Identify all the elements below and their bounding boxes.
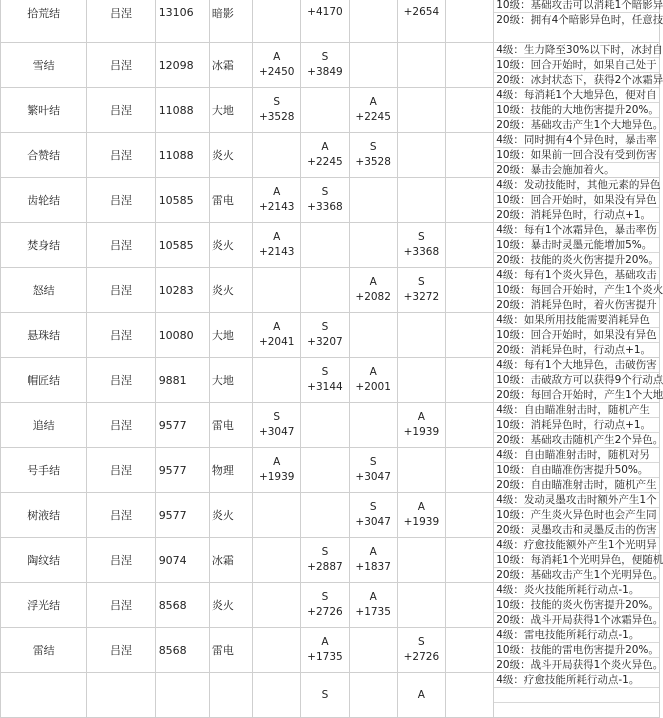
owner-name: 吕涅: [87, 493, 155, 538]
stat-value: S +3047: [258, 411, 295, 438]
stat-cell: [349, 313, 397, 358]
knot-name: 帽匠结: [1, 358, 87, 403]
owner-name: 吕涅: [87, 583, 155, 628]
effect-line: 20级：战斗开局获得1个炎火异色。: [496, 659, 663, 671]
effect-line: 4级：疗愈技能额外产生1个光明异: [494, 538, 659, 553]
element-type: 炎火: [209, 133, 252, 178]
stat-value: S +2887: [307, 546, 343, 573]
owner-name: 吕涅: [87, 313, 155, 358]
table-row: [1, 358, 660, 403]
stat-cell: [397, 448, 445, 493]
effects-cell: [494, 178, 660, 223]
stat-cell: [397, 493, 445, 538]
stat-cell: [397, 358, 445, 403]
stat-value: A +2245: [307, 141, 343, 168]
table-row: [1, 133, 660, 178]
effect-line: 20级：基础攻击产生1个大地异色。: [496, 119, 663, 131]
stat-cell: [253, 43, 301, 88]
stat-cell: [445, 133, 493, 178]
stat-value: A +2143: [258, 186, 295, 213]
stat-cell: [397, 178, 445, 223]
table-row: [1, 448, 660, 493]
table-row: [1, 0, 660, 43]
effect-line: 4级：生力降至30%以下时，冰封自: [496, 44, 663, 56]
effects-cell: [494, 358, 663, 403]
stat-cell: [253, 673, 301, 718]
stat-cell: [349, 403, 397, 448]
effect-line: 4级：每有1个炎火异色，基础攻击: [494, 268, 659, 283]
effect-line: 10级：击破敌方可以获得9个行动点: [496, 374, 663, 386]
stat-cell: [445, 223, 493, 268]
score-value: 9577: [155, 493, 209, 538]
knot-name: 悬珠结: [1, 313, 87, 358]
effect-line: 4级：自由瞄准射击时，随机产生: [494, 403, 659, 418]
stat-cell: [349, 223, 397, 268]
stat-cell: [253, 358, 301, 403]
stat-cell: [397, 313, 445, 358]
owner-name: 吕涅: [87, 133, 155, 178]
stat-value: A +2450: [258, 51, 295, 78]
effect-line: 20级：消耗异色时，着火伤害提升: [496, 299, 657, 311]
score-value: 12098: [155, 43, 209, 88]
effect-line: 20级：自由瞄准射击时，随机产生: [496, 479, 657, 491]
stat-cell: [397, 403, 445, 448]
stat-cell: [253, 448, 301, 493]
stat-cell: [397, 43, 445, 88]
knot-name: 浮光结: [1, 583, 87, 628]
table-row: [1, 628, 660, 673]
owner-name: 吕涅: [87, 628, 155, 673]
owner-name: 吕涅: [87, 43, 155, 88]
effect-line: 20级：技能的炎火伤害提升20%。: [496, 254, 659, 266]
stat-cell: [445, 403, 493, 448]
stat-cell: [445, 628, 493, 673]
stat-value: S +3368: [403, 231, 440, 258]
effect-line: 20级：拥有4个暗影异色时，任意技: [496, 14, 663, 26]
stat-cell: [301, 583, 349, 628]
knot-name: 合赞结: [1, 133, 87, 178]
stat-cell: [349, 0, 397, 43]
effect-line: [494, 688, 659, 703]
score-value: 11088: [155, 133, 209, 178]
score-value: 10283: [155, 268, 209, 313]
stat-cell: [397, 673, 445, 718]
effect-line: 20级：消耗异色时，行动点+1。: [496, 344, 652, 356]
knot-name: 陶纹结: [1, 538, 87, 583]
stat-cell: [301, 178, 349, 223]
stat-cell: [397, 88, 445, 133]
element-type: 炎火: [209, 583, 252, 628]
stat-value: +2654: [403, 6, 440, 18]
knot-name: 怒结: [1, 268, 87, 313]
stat-cell: [397, 628, 445, 673]
stat-value: S: [321, 688, 329, 701]
stat-cell: [349, 178, 397, 223]
element-type: 暗影: [209, 0, 252, 43]
effect-line: 10级：暴击时灵墨元能增加5%。: [494, 238, 659, 253]
element-type: 大地: [209, 88, 252, 133]
stat-cell: [253, 313, 301, 358]
stat-cell: [301, 493, 349, 538]
score-value: 10080: [155, 313, 209, 358]
stat-cell: [301, 133, 349, 178]
score-value: 9577: [155, 448, 209, 493]
stat-cell: [445, 583, 493, 628]
table-row: [1, 268, 660, 313]
table-row: [1, 583, 660, 628]
stat-cell: [301, 88, 349, 133]
stat-value: S +3528: [258, 96, 295, 123]
knot-name: [1, 673, 87, 718]
knot-name: 雪结: [1, 43, 87, 88]
stat-value: +4170: [307, 6, 343, 18]
table-row: [1, 313, 660, 358]
effects-cell: [494, 403, 663, 448]
effect-line: 20级：灵墨攻击和灵墨反击的伤害: [496, 524, 657, 536]
element-type: 雷电: [209, 403, 252, 448]
knot-name: 追结: [1, 403, 87, 448]
knot-name: 繁叶结: [1, 88, 87, 133]
score-value: 10585: [155, 223, 209, 268]
effect-line: 4级：每有1个冰霜异色，暴击率伤: [494, 223, 659, 238]
stat-cell: [301, 223, 349, 268]
effect-line: 20级：每回合开始时，产生1个大地: [496, 389, 663, 401]
stat-cell: [253, 628, 301, 673]
effect-line: 4级：如果所用技能需要消耗异色: [494, 313, 659, 328]
table-row: [1, 88, 660, 133]
owner-name: 吕涅: [87, 0, 155, 43]
table-row: [1, 538, 660, 583]
stat-cell: [445, 358, 493, 403]
knot-name: 树液结: [1, 493, 87, 538]
stat-value: A +2041: [258, 321, 295, 348]
effect-line: 10级：回合开始时，如果没有异色: [494, 193, 659, 208]
table-row: [1, 493, 660, 538]
stat-value: S +3047: [355, 456, 391, 483]
stat-value: A +1939: [403, 501, 440, 528]
element-type: 物理: [209, 448, 252, 493]
score-value: [155, 673, 209, 718]
stat-value: A +1735: [355, 591, 391, 618]
stat-cell: [301, 403, 349, 448]
element-type: 炎火: [209, 268, 252, 313]
knot-name: 号手结: [1, 448, 87, 493]
effects-cell: [494, 538, 663, 583]
effects-cell: [494, 88, 663, 133]
effects-cell: [494, 673, 660, 718]
effect-line: 4级：每有1个大地异色，击破伤害: [494, 358, 659, 373]
stat-cell: [349, 43, 397, 88]
stat-cell: [445, 493, 493, 538]
effect-line: 10级：基础攻击可以消耗1个暗影异: [496, 0, 663, 11]
stat-cell: [349, 133, 397, 178]
stat-cell: [253, 223, 301, 268]
stat-value: A +1939: [403, 411, 440, 438]
stat-value: A +2143: [258, 231, 295, 258]
effect-line: 10级：产生炎火异色时也会产生同: [494, 508, 659, 523]
knot-name: 雷结: [1, 628, 87, 673]
stat-cell: [397, 0, 445, 43]
effect-line: 20级：暴击会施加着火。: [496, 164, 615, 176]
stat-value: S +3144: [307, 366, 343, 393]
stat-cell: [397, 268, 445, 313]
effect-line: 10级：回合开始时，如果没有异色: [494, 328, 659, 343]
stat-cell: [445, 448, 493, 493]
knot-name: 焚身结: [1, 223, 87, 268]
stat-cell: [253, 0, 301, 43]
stat-value: S +3272: [403, 276, 440, 303]
effect-line: 4级：雷电技能所耗行动点-1。: [494, 628, 659, 643]
element-type: 冰霜: [209, 43, 252, 88]
effect-line: 4级：同时拥有4个异色时，暴击率: [494, 133, 659, 148]
effect-line: 4级：发动技能时，其他元素的异色: [496, 179, 661, 191]
effects-cell: [494, 583, 663, 628]
owner-name: [87, 673, 155, 718]
stat-cell: [301, 0, 349, 43]
effects-cell: [494, 133, 660, 178]
table-row: [1, 223, 660, 268]
score-value: 11088: [155, 88, 209, 133]
stat-value: S +3207: [307, 321, 343, 348]
stat-value: A +2001: [355, 366, 391, 393]
stat-cell: [349, 673, 397, 718]
stat-cell: [349, 88, 397, 133]
stat-cell: [445, 538, 493, 583]
effect-line: 20级：基础攻击随机产生2个异色。: [496, 434, 663, 446]
score-value: 9074: [155, 538, 209, 583]
element-type: 冰霜: [209, 538, 252, 583]
stat-value: A: [417, 688, 425, 701]
stat-cell: [397, 583, 445, 628]
effects-cell: [494, 43, 663, 88]
stat-cell: [253, 403, 301, 448]
stat-value: S +3368: [307, 186, 343, 213]
stat-cell: [301, 43, 349, 88]
effects-cell: [494, 223, 660, 268]
stat-cell: [253, 538, 301, 583]
stat-cell: [445, 673, 493, 718]
effect-line: 4级：每消耗1个大地异色，便对自: [494, 88, 659, 103]
owner-name: 吕涅: [87, 403, 155, 448]
element-type: 炎火: [209, 493, 252, 538]
table-row: [1, 43, 660, 88]
stat-cell: [349, 628, 397, 673]
stat-cell: [301, 448, 349, 493]
effect-line: 10级：每回合开始时，产生1个炎火: [496, 284, 663, 296]
stat-cell: [301, 673, 349, 718]
element-type: [209, 673, 252, 718]
stat-cell: [397, 133, 445, 178]
stat-cell: [301, 358, 349, 403]
stat-cell: [349, 268, 397, 313]
stat-cell: [301, 268, 349, 313]
stat-cell: [301, 313, 349, 358]
element-type: 炎火: [209, 223, 252, 268]
stat-value: S +2726: [307, 591, 343, 618]
stat-cell: [349, 493, 397, 538]
score-value: 8568: [155, 628, 209, 673]
effect-line: 20级：基础攻击产生1个光明异色。: [496, 569, 663, 581]
table-row: [1, 178, 660, 223]
owner-name: 吕涅: [87, 268, 155, 313]
effects-cell: [494, 0, 663, 43]
stat-value: A +2245: [355, 96, 391, 123]
stat-cell: [253, 493, 301, 538]
stat-value: A +1735: [307, 636, 343, 663]
element-type: 雷电: [209, 178, 252, 223]
stat-cell: [349, 448, 397, 493]
effect-line: 10级：技能的炎火伤害提升20%。: [496, 599, 659, 611]
stat-value: S +3849: [307, 51, 343, 78]
stat-cell: [301, 538, 349, 583]
stat-value: S +2726: [403, 636, 440, 663]
stat-value: S +3528: [355, 141, 391, 168]
knot-name: 齿轮结: [1, 178, 87, 223]
owner-name: 吕涅: [87, 538, 155, 583]
table-row: [1, 403, 660, 448]
owner-name: 吕涅: [87, 448, 155, 493]
element-type: 雷电: [209, 628, 252, 673]
effect-line: 20级：冰封状态下，获得2个冰霜异: [496, 74, 663, 86]
stat-cell: [397, 538, 445, 583]
stat-value: A +2082: [355, 276, 391, 303]
effects-cell: [494, 493, 660, 538]
effect-line: 4级：炎火技能所耗行动点-1。: [494, 583, 659, 598]
stat-cell: [445, 268, 493, 313]
effect-line: 4级：疗愈技能所耗行动点-1。: [494, 673, 659, 688]
effect-line: 10级：自由瞄准伤害提升50%。: [494, 463, 659, 478]
stat-value: A +1939: [258, 456, 295, 483]
stat-cell: [445, 178, 493, 223]
stat-cell: [445, 43, 493, 88]
score-value: 10585: [155, 178, 209, 223]
effects-cell: [494, 448, 660, 493]
owner-name: 吕涅: [87, 178, 155, 223]
stat-cell: [349, 538, 397, 583]
effects-cell: [494, 313, 660, 358]
stat-value: S +3047: [355, 501, 391, 528]
stat-cell: [253, 583, 301, 628]
stat-cell: [445, 88, 493, 133]
stat-cell: [445, 0, 493, 43]
stat-cell: [253, 268, 301, 313]
knot-name: 拾荒结: [1, 0, 87, 43]
effects-cell: [494, 628, 663, 673]
table-row: [1, 673, 660, 718]
effect-line: 10级：每消耗1个光明异色，便随机: [496, 554, 663, 566]
effect-line: 20级：战斗开局获得1个冰霜异色。: [496, 614, 663, 626]
owner-name: 吕涅: [87, 358, 155, 403]
effect-line: 20级：消耗异色时，行动点+1。: [496, 209, 652, 221]
stat-cell: [253, 133, 301, 178]
effect-line: 10级：消耗异色时，行动点+1。: [494, 418, 659, 433]
stat-cell: [349, 583, 397, 628]
element-type: 大地: [209, 313, 252, 358]
effect-line: 10级：回合开始时，如果自己处于: [494, 58, 659, 73]
effect-line: [494, 703, 659, 717]
effect-line: 4级：发动灵墨攻击时额外产生1个: [494, 493, 659, 508]
element-type: 大地: [209, 358, 252, 403]
stat-cell: [349, 358, 397, 403]
stat-value: A +1837: [355, 546, 391, 573]
score-value: 9577: [155, 403, 209, 448]
effect-line: 4级：自由瞄准射击时，随机对另: [494, 448, 659, 463]
score-value: 8568: [155, 583, 209, 628]
score-value: 13106: [155, 0, 209, 43]
effects-cell: [494, 268, 663, 313]
stat-cell: [301, 628, 349, 673]
owner-name: 吕涅: [87, 223, 155, 268]
score-value: 9881: [155, 358, 209, 403]
owner-name: 吕涅: [87, 88, 155, 133]
stat-cell: [253, 178, 301, 223]
stat-cell: [445, 313, 493, 358]
effect-line: 10级：技能的大地伤害提升20%。: [496, 104, 659, 116]
effect-line: 10级：技能的雷电伤害提升20%。: [496, 644, 659, 656]
stat-cell: [397, 223, 445, 268]
effect-line: 10级：如果前一回合没有受到伤害: [494, 148, 659, 163]
stat-cell: [253, 88, 301, 133]
